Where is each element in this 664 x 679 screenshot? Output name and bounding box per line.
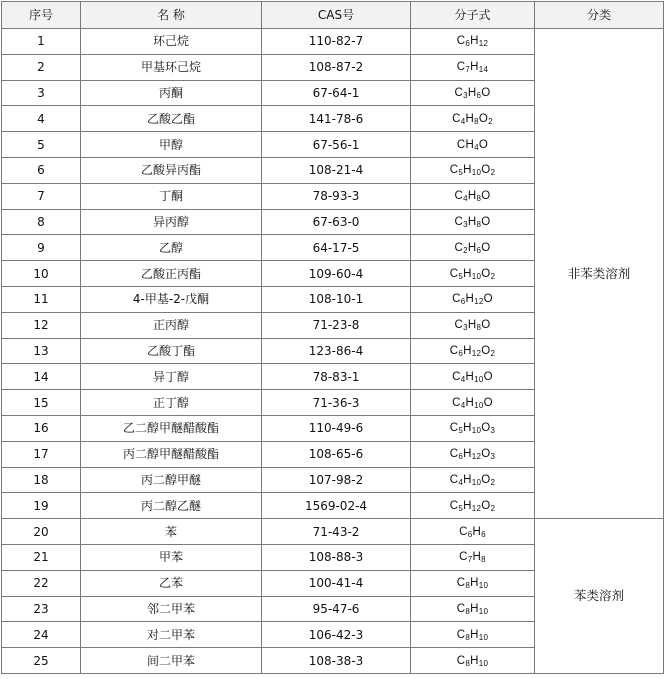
formula-subscript: 5 (458, 503, 464, 513)
formula-subscript: 6 (458, 452, 464, 462)
cas-number-cell: 108-87-2 (262, 54, 411, 80)
serial-number-cell: 8 (2, 209, 81, 235)
formula-subscript: 8 (465, 632, 471, 642)
formula-subscript: 5 (458, 168, 464, 178)
molecular-formula-cell (411, 157, 535, 183)
molecular-formula-cell (411, 622, 535, 648)
formula-element: H (463, 267, 472, 280)
molecular-formula-cell (411, 80, 535, 106)
formula-element: H (472, 551, 482, 564)
formula-subscript: 7 (465, 65, 471, 75)
table-row (2, 29, 664, 55)
name-cell: 邻二甲苯 (81, 596, 262, 622)
formula-subscript: 8 (465, 658, 471, 668)
header-cas-number: CAS号 (262, 2, 411, 29)
formula-subscript: 2 (490, 271, 496, 281)
formula-element: H (463, 499, 472, 512)
name-cell: 苯 (81, 519, 262, 545)
name-cell: 丙二醇甲醚醋酸酯 (81, 441, 262, 467)
cas-number-cell: 108-38-3 (262, 648, 411, 674)
formula-subscript: 3 (490, 426, 496, 436)
formula-element: O (483, 293, 493, 306)
formula-element: C (449, 164, 459, 177)
name-cell: 乙苯 (81, 570, 262, 596)
cas-number-cell: 100-41-4 (262, 570, 411, 596)
name-cell: 乙酸乙酯 (81, 106, 262, 132)
name-cell: 环己烷 (81, 29, 262, 55)
solvent-table (1, 1, 664, 674)
serial-number-cell: 13 (2, 338, 81, 364)
formula-element: H (463, 344, 472, 357)
formula-element: O (481, 164, 491, 177)
formula-subscript: 6 (476, 245, 482, 255)
formula-subscript: 4 (474, 142, 479, 152)
serial-number-cell: 4 (2, 106, 81, 132)
formula-element: C (454, 190, 464, 203)
formula-element: C (456, 602, 466, 615)
formula-subscript: 4 (460, 374, 466, 384)
formula-element: CH (456, 138, 475, 151)
formula-element: C (452, 396, 461, 409)
molecular-formula-cell (411, 209, 535, 235)
serial-number-cell: 10 (2, 261, 81, 287)
formula-subscript: 10 (478, 606, 489, 616)
formula-element: O (481, 215, 491, 228)
name-cell: 间二甲苯 (81, 648, 262, 674)
molecular-formula-cell (411, 261, 535, 287)
cas-number-cell: 109-60-4 (262, 261, 411, 287)
serial-number-cell: 14 (2, 364, 81, 390)
formula-element: O (481, 267, 491, 280)
molecular-formula-cell (411, 596, 535, 622)
serial-number-cell: 12 (2, 312, 81, 338)
formula-subscript: 14 (478, 65, 489, 75)
serial-number-cell: 6 (2, 157, 81, 183)
formula-element: O (481, 473, 491, 486)
formula-element: C (456, 577, 466, 590)
category-cell: 苯类溶剂 (535, 519, 664, 674)
formula-element: C (449, 448, 459, 461)
cas-number-cell: 107-98-2 (262, 467, 411, 493)
formula-element: H (467, 319, 477, 332)
formula-subscript: 3 (490, 452, 496, 462)
cas-number-cell: 123-86-4 (262, 338, 411, 364)
formula-subscript: 10 (471, 426, 482, 436)
molecular-formula-cell (411, 132, 535, 158)
formula-element: H (465, 293, 475, 306)
molecular-formula-cell (411, 54, 535, 80)
table-header (2, 2, 664, 29)
name-cell: 4-甲基-2-戊酮 (81, 286, 262, 312)
formula-subscript: 6 (460, 297, 466, 307)
formula-element: C (452, 370, 461, 383)
serial-number-cell: 17 (2, 441, 81, 467)
formula-subscript: 8 (465, 606, 471, 616)
formula-element: C (449, 422, 459, 435)
formula-element: H (463, 448, 472, 461)
formula-element: C (454, 319, 464, 332)
cas-number-cell: 108-65-6 (262, 441, 411, 467)
formula-subscript: 12 (474, 297, 484, 307)
name-cell: 异丙醇 (81, 209, 262, 235)
name-cell: 甲基环己烷 (81, 54, 262, 80)
formula-element: H (463, 422, 472, 435)
formula-element: C (456, 654, 466, 667)
formula-element: C (449, 267, 459, 280)
formula-subscript: 8 (476, 219, 482, 229)
formula-element: O (478, 138, 489, 151)
formula-subscript: 4 (460, 116, 466, 126)
formula-element: H (467, 86, 477, 99)
name-cell: 甲苯 (81, 544, 262, 570)
formula-element: H (465, 370, 475, 383)
formula-element: H (470, 35, 479, 48)
name-cell: 正丁醇 (81, 390, 262, 416)
formula-subscript: 2 (490, 477, 496, 487)
formula-subscript: 7 (467, 555, 473, 565)
formula-subscript: 10 (471, 271, 482, 281)
molecular-formula-cell (411, 467, 535, 493)
cas-number-cell: 141-78-6 (262, 106, 411, 132)
formula-element: H (470, 61, 479, 74)
serial-number-cell: 20 (2, 519, 81, 545)
serial-number-cell: 7 (2, 183, 81, 209)
formula-subscript: 10 (478, 581, 489, 591)
name-cell: 异丁醇 (81, 364, 262, 390)
formula-element: C (449, 473, 459, 486)
cas-number-cell: 78-93-3 (262, 183, 411, 209)
serial-number-cell: 5 (2, 132, 81, 158)
table-body (2, 29, 664, 674)
formula-subscript: 12 (471, 503, 482, 513)
molecular-formula-cell (411, 364, 535, 390)
molecular-formula-cell (411, 570, 535, 596)
formula-element: H (465, 396, 475, 409)
serial-number-cell: 21 (2, 544, 81, 570)
name-cell: 乙醇 (81, 235, 262, 261)
header-molecular-formula: 分子式 (411, 2, 535, 29)
formula-element: C (452, 112, 461, 125)
molecular-formula-cell (411, 338, 535, 364)
formula-subscript: 6 (465, 39, 471, 49)
cas-number-cell: 110-82-7 (262, 29, 411, 55)
formula-subscript: 6 (476, 90, 482, 100)
formula-element: O (483, 370, 493, 383)
molecular-formula-cell (411, 183, 535, 209)
header-category: 分类 (535, 2, 664, 29)
formula-element: C (449, 499, 459, 512)
serial-number-cell: 18 (2, 467, 81, 493)
name-cell: 丙酮 (81, 80, 262, 106)
cas-number-cell: 1569-02-4 (262, 493, 411, 519)
formula-element: H (467, 190, 477, 203)
header-serial-number: 序号 (2, 2, 81, 29)
name-cell: 甲醇 (81, 132, 262, 158)
serial-number-cell: 25 (2, 648, 81, 674)
formula-subscript: 2 (490, 503, 496, 513)
formula-element: C (449, 344, 459, 357)
formula-subscript: 10 (471, 477, 482, 487)
formula-element: O (481, 344, 491, 357)
serial-number-cell: 3 (2, 80, 81, 106)
formula-element: O (483, 396, 493, 409)
formula-subscript: 12 (471, 348, 482, 358)
cas-number-cell: 78-83-1 (262, 364, 411, 390)
formula-subscript: 6 (467, 529, 473, 539)
cas-number-cell: 95-47-6 (262, 596, 411, 622)
serial-number-cell: 15 (2, 390, 81, 416)
formula-element: H (470, 602, 479, 615)
formula-element: C (456, 35, 466, 48)
formula-element: O (481, 86, 491, 99)
formula-element: O (481, 319, 491, 332)
cas-number-cell: 71-23-8 (262, 312, 411, 338)
serial-number-cell: 16 (2, 415, 81, 441)
formula-subscript: 10 (474, 400, 484, 410)
molecular-formula-cell (411, 415, 535, 441)
molecular-formula-cell (411, 29, 535, 55)
formula-element: H (470, 654, 479, 667)
molecular-formula-cell (411, 235, 535, 261)
molecular-formula-cell (411, 544, 535, 570)
formula-subscript: 10 (478, 632, 489, 642)
formula-subscript: 8 (465, 581, 471, 591)
formula-element: C (456, 61, 466, 74)
formula-element: H (470, 577, 479, 590)
cas-number-cell: 71-36-3 (262, 390, 411, 416)
formula-element: O (481, 448, 491, 461)
formula-subscript: 8 (474, 116, 479, 126)
name-cell: 丙二醇甲醚 (81, 467, 262, 493)
formula-subscript: 5 (458, 426, 464, 436)
formula-subscript: 5 (458, 271, 464, 281)
cas-number-cell: 67-56-1 (262, 132, 411, 158)
name-cell: 乙酸异丙酯 (81, 157, 262, 183)
cas-number-cell: 110-49-6 (262, 415, 411, 441)
formula-element: C (454, 86, 464, 99)
formula-subscript: 2 (488, 116, 493, 126)
formula-element: O (481, 241, 491, 254)
cas-number-cell: 106-42-3 (262, 622, 411, 648)
formula-subscript: 3 (463, 90, 468, 100)
molecular-formula-cell (411, 441, 535, 467)
formula-subscript: 8 (481, 555, 486, 565)
formula-subscript: 4 (463, 194, 468, 204)
molecular-formula-cell (411, 519, 535, 545)
formula-subscript: 12 (478, 39, 489, 49)
formula-element: C (452, 293, 461, 306)
formula-subscript: 3 (463, 219, 468, 229)
formula-element: H (467, 241, 477, 254)
formula-element: O (481, 422, 491, 435)
molecular-formula-cell (411, 286, 535, 312)
serial-number-cell: 2 (2, 54, 81, 80)
serial-number-cell: 1 (2, 29, 81, 55)
serial-number-cell: 24 (2, 622, 81, 648)
molecular-formula-cell (411, 648, 535, 674)
name-cell: 乙二醇甲醚醋酸酯 (81, 415, 262, 441)
serial-number-cell: 22 (2, 570, 81, 596)
header-row (2, 2, 664, 29)
formula-element: C (459, 551, 468, 564)
category-cell: 非苯类溶剂 (535, 29, 664, 519)
formula-subscript: 6 (458, 348, 464, 358)
formula-subscript: 3 (463, 323, 468, 333)
formula-element: H (463, 473, 472, 486)
serial-number-cell: 23 (2, 596, 81, 622)
header-name: 名 称 (81, 2, 262, 29)
formula-element: O (481, 190, 491, 203)
molecular-formula-cell (411, 312, 535, 338)
cas-number-cell: 108-21-4 (262, 157, 411, 183)
formula-subscript: 2 (490, 348, 496, 358)
formula-subscript: 8 (476, 323, 482, 333)
formula-subscript: 2 (490, 168, 496, 178)
formula-element: C (459, 525, 468, 538)
formula-element: C (454, 215, 464, 228)
name-cell: 丁酮 (81, 183, 262, 209)
name-cell: 正丙醇 (81, 312, 262, 338)
formula-subscript: 4 (460, 400, 466, 410)
cas-number-cell: 67-64-1 (262, 80, 411, 106)
formula-element: H (470, 628, 479, 641)
molecular-formula-cell (411, 106, 535, 132)
cas-number-cell: 108-10-1 (262, 286, 411, 312)
formula-element: H (472, 525, 482, 538)
name-cell: 乙酸正丙酯 (81, 261, 262, 287)
formula-element: H (465, 112, 475, 125)
name-cell: 乙酸丁酯 (81, 338, 262, 364)
cas-number-cell: 64-17-5 (262, 235, 411, 261)
name-cell: 对二甲苯 (81, 622, 262, 648)
formula-subscript: 12 (471, 452, 482, 462)
formula-subscript: 6 (481, 529, 486, 539)
molecular-formula-cell (411, 493, 535, 519)
formula-element: O (481, 499, 491, 512)
formula-subscript: 8 (476, 194, 482, 204)
formula-subscript: 10 (478, 658, 489, 668)
molecular-formula-cell (411, 390, 535, 416)
formula-element: C (456, 628, 466, 641)
serial-number-cell: 11 (2, 286, 81, 312)
cas-number-cell: 71-43-2 (262, 519, 411, 545)
formula-element: O (478, 112, 489, 125)
formula-element: H (467, 215, 477, 228)
formula-subscript: 2 (463, 245, 468, 255)
serial-number-cell: 19 (2, 493, 81, 519)
name-cell: 丙二醇乙醚 (81, 493, 262, 519)
formula-element: C (454, 241, 464, 254)
cas-number-cell: 108-88-3 (262, 544, 411, 570)
formula-subscript: 10 (474, 374, 484, 384)
serial-number-cell: 9 (2, 235, 81, 261)
table-row (2, 519, 664, 545)
formula-element: H (463, 164, 472, 177)
cas-number-cell: 67-63-0 (262, 209, 411, 235)
formula-subscript: 10 (471, 168, 482, 178)
formula-subscript: 4 (458, 477, 464, 487)
